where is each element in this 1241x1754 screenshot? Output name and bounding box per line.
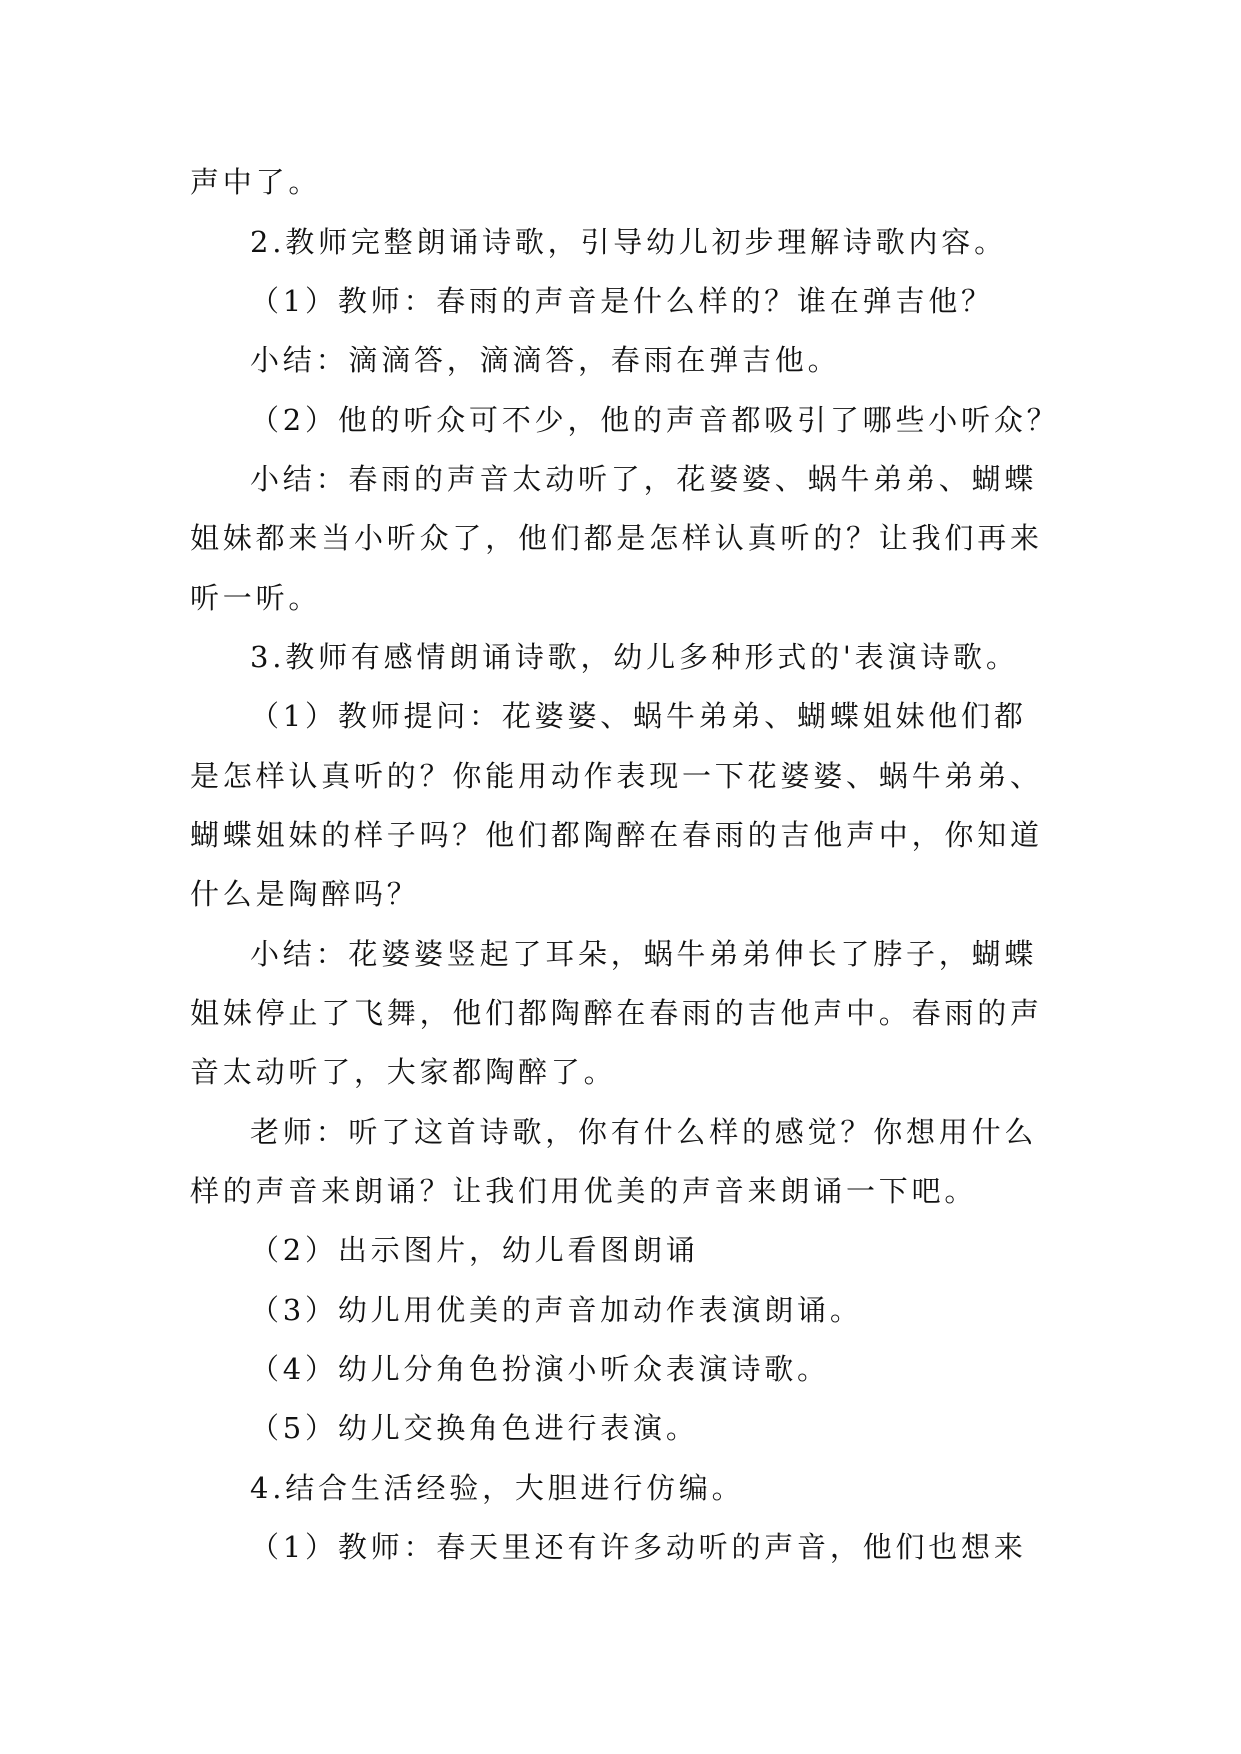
text-line: 小结：滴滴答，滴滴答，春雨在弹吉他。 — [250, 343, 841, 377]
text-line: 3.教师有感情朗诵诗歌，幼儿多种形式的'表演诗歌。 — [250, 640, 1019, 674]
text-line: （1）教师：春天里还有许多动听的声音，他们也想来 — [250, 1530, 1027, 1564]
text-line: （3）幼儿用优美的声音加动作表演朗诵。 — [250, 1293, 863, 1327]
text-line: 是怎样认真听的？你能用动作表现一下花婆婆、蜗牛弟弟、 — [190, 759, 1043, 793]
text-line: 4.结合生活经验，大胆进行仿编。 — [250, 1471, 745, 1505]
text-line: 音太动听了，大家都陶醉了。 — [190, 1055, 617, 1089]
text-line: 姐妹停止了飞舞，他们都陶醉在春雨的吉他声中。春雨的声 — [190, 996, 1043, 1030]
text-line: 2.教师完整朗诵诗歌，引导幼儿初步理解诗歌内容。 — [250, 225, 1007, 259]
text-line: （4）幼儿分角色扮演小听众表演诗歌。 — [250, 1352, 830, 1386]
text-line: 小结：春雨的声音太动听了，花婆婆、蜗牛弟弟、蝴蝶 — [250, 462, 1038, 496]
text-line: 听一听。 — [190, 581, 322, 615]
text-line: 声中了。 — [190, 165, 322, 199]
text-line: 蝴蝶姐妹的样子吗？他们都陶醉在春雨的吉他声中，你知道 — [190, 818, 1043, 852]
text-line: （1）教师：春雨的声音是什么样的？谁在弹吉他？ — [250, 284, 994, 318]
text-line: （2）他的听众可不少，他的声音都吸引了哪些小听众？ — [250, 403, 1060, 437]
text-line: 样的声音来朗诵？让我们用优美的声音来朗诵一下吧。 — [190, 1174, 978, 1208]
text-line: 姐妹都来当小听众了，他们都是怎样认真听的？让我们再来 — [190, 521, 1043, 555]
text-line: （1）教师提问：花婆婆、蜗牛弟弟、蝴蝶姐妹他们都 — [250, 699, 1027, 733]
text-line: （2）出示图片，幼儿看图朗诵 — [250, 1233, 699, 1267]
text-line: 小结：花婆婆竖起了耳朵，蜗牛弟弟伸长了脖子，蝴蝶 — [250, 937, 1038, 971]
text-line: （5）幼儿交换角色进行表演。 — [250, 1411, 699, 1445]
text-line: 什么是陶醉吗？ — [190, 877, 420, 911]
text-line: 老师：听了这首诗歌，你有什么样的感觉？你想用什么 — [250, 1115, 1038, 1149]
